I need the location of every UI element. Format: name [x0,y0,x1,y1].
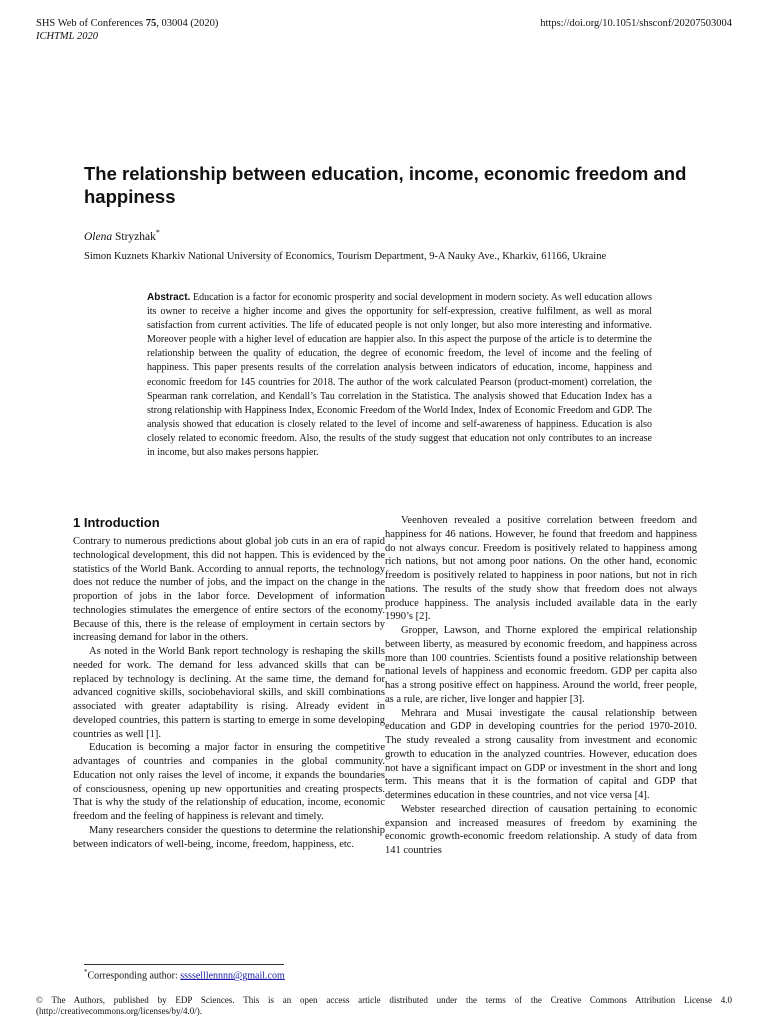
author-given-name: Olena [84,230,113,243]
journal-name: SHS Web of Conferences [36,18,144,29]
abstract [147,291,652,460]
corresponding-mark: * [155,228,160,237]
running-header-left [36,17,218,43]
footnote-mark: * [84,968,88,976]
footnote [84,968,285,981]
footnote-divider [84,964,284,965]
journal-volume: 75 [145,18,157,29]
paragraph: Mehrara and Musai investigate the causal relationship between education and GDP in developing countries for the period 1970-2010. The study revealed a strong causality from investment and economic growth to education in the analyzed countries. However, education does not have a significant impact on GDP or investment in the short and long term. This means that it is the formation of capital and GDP that determines education in these countries, and not vice versa [4]. [385,707,697,801]
license-notice: © The Authors, published by EDP Sciences. This is an open access article distributed under the terms of the Creative Commons Attribution License 4.0 (http://creativecommons.org/licenses/by/4.0/). [36,995,732,1016]
left-column [73,514,385,851]
paragraph: Gropper, Lawson, and Thorne explored the empirical relationship between liberty, as measured by economic freedom, and happiness across more than 100 countries. Scientists found a positive relationship between national levels of happiness and economic freedom. GDP per capita also has a strong positive effect on happiness. Around the world, freer people, as a rule, are richer, live longer and happier [3]. [385,625,697,705]
author-family-name: Stryzhak [114,230,156,243]
paragraph: Contrary to numerous predictions about global job cuts in an era of rapid technological development, this did not happen. This is evidenced by the statistics of the World Bank. According to annual reports, the technology does not reduce the number of jobs, and the impact on the change in the proportion of jobs in the labor force. Development of information technologies stimulates the emergence of entire sectors of the economy. Because of this, there is the release of employment in certain sectors by increasing demand for labor in the others. [73,536,385,644]
footnote-label: Corresponding author: [87,970,181,982]
affiliation: Simon Kuznets Kharkiv National University of Economics, Tourism Department, 9-A Nauky Ave., Kharkiv, 61166, Ukraine [84,251,607,262]
paragraph: Education is becoming a major factor in ensuring the competitive advantages of countries and companies in the global community. Education not only raises the level of income, it expands the boundaries of consciousness, opening up new opportunities and creating prospects. That is why the study of the relationship of education, income, economic freedom and the feeling of happiness is relevant and timely. [73,742,385,822]
abstract-text: Education is a factor for economic prosperity and social development in modern society. As well education allows its owner to receive a higher income and gives the opportunity for self-expression, creative fulfilment, as well as moral satisfaction from current activities. The life of educated people is not only longer, but also more interesting and informative. Moreover people with a higher level of education are happier also. In this aspect the purpose of the article is to determine the relationship between the quality of education, the degree of economic freedom, the level of income and the feeling of happiness. This paper presents results of the correlation analysis between indicators of education, income, happiness and economic freedom for 145 countries for 2018. The author of the work calculated Pearson (product-moment) correlation, the Spearman rank correlation, and Kendall’s Tau correlation in the Statistica. The analysis showed that Education Index has a strong relationship with Happiness Index, Economic Freedom of the World Index, Index of Economic Freedom and GDP. The analysis showed that education is closely related to the level of income and self-awareness of happiness. Education is also closely related to economic freedom. Also, the results of the study suggest that education not only contributes to an increase in income, but also makes persons happier. [147,292,653,459]
paragraph: Webster researched direction of causation pertaining to economic expansion and increased measures of freedom by examining the economic growth-economic freedom relationship. A study of data from 141 countries [385,803,697,856]
abstract-label: Abstract. [147,292,191,303]
doi-link[interactable]: https://doi.org/10.1051/shsconf/20207503004 [540,18,732,29]
paper-title: The relationship between education, income, economic freedom and happiness [84,163,687,207]
section-heading: 1 Introduction [73,515,160,530]
paragraph: Veenhoven revealed a positive correlation between freedom and happiness for 46 nations. However, he found that freedom and happiness do not always concur. Freedom is positively related to happiness among rich nations, but not among poor nations. On the other hand, economic freedom is positively related to happiness in poor nations, but not in rich nations. The results of the study show that freedom does not always produce happiness. The analysis included available data in the early 1990’s [2]. [385,515,697,623]
paragraph: As noted in the World Bank report technology is reshaping the skills needed for work. The demand for less advanced skills that can be replaced by technology is declining. At the same time, the demand for advanced cognitive skills, sociobehavioral skills, and skill combinations associated with greater adaptability is rising. Already evident in developed countries, this pattern is starting to emerge in some developing countries as well [1]. [73,646,385,740]
article-number: , 03004 (2020) [156,18,219,29]
right-column [385,514,697,858]
author-email-link[interactable]: sssselllennnn@gmail.com [180,970,285,982]
author-line [84,228,160,243]
journal-line [36,17,218,30]
conference-name: ICHTML 2020 [36,31,98,42]
paragraph: Many researchers consider the questions to determine the relationship between indicators of well-being, income, freedom, happiness, etc. [73,824,385,850]
